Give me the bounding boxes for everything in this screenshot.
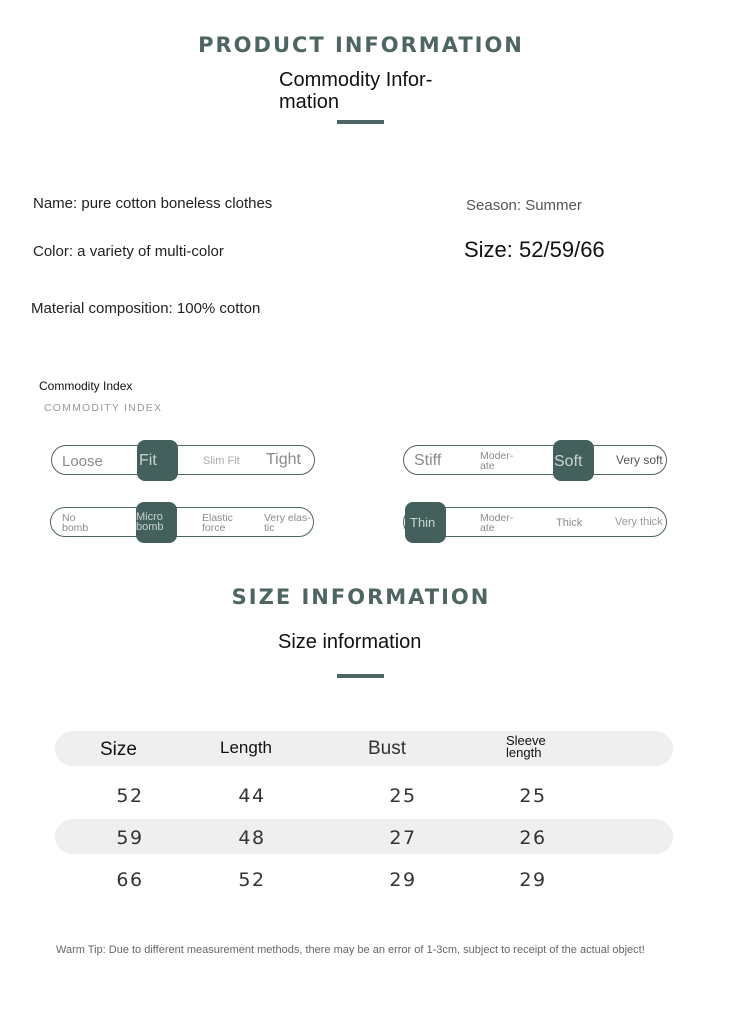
row3-sleeve: 29 [519, 869, 547, 891]
product-name: Name: pure cotton boneless clothes [33, 195, 273, 212]
elasticity-very-line-1: Very elas- [264, 512, 311, 524]
row3-size: 66 [116, 869, 144, 891]
softness-moderate-line-2: ate [480, 460, 495, 472]
row1-bust: 25 [389, 785, 417, 807]
fit-option-tight: Tight [266, 451, 301, 468]
fit-selected-knob: Fit [137, 440, 178, 481]
product-material: Material composition: 100% cotton [31, 300, 261, 317]
heading-divider [337, 120, 384, 124]
header-bust: Bust [368, 738, 407, 759]
size-table-header [55, 731, 673, 766]
header-sleeve-length [506, 735, 546, 759]
elasticity-no-line-2: bomb [62, 522, 89, 534]
size-info-subheading: Size information [278, 631, 422, 653]
row2-size: 59 [116, 827, 144, 849]
product-size: Size: 52/59/66 [464, 237, 605, 262]
header-length: Length [220, 738, 272, 757]
elasticity-option-no-bomb [62, 513, 88, 533]
commodity-index-subtitle: COMMODITY INDEX [44, 402, 163, 414]
softness-option-very-soft: Very soft [616, 453, 663, 467]
thickness-option-thick: Thick [556, 517, 583, 529]
elasticity-micro-line-2: bomb [136, 521, 164, 533]
thickness-option-very-thick: Very thick [615, 516, 663, 528]
product-info-heading: PRODUCT INFORMATION [198, 33, 524, 57]
elasticity-elastic-line-1: Elastic [202, 512, 233, 524]
subheading-line-1: Commodity Infor- [279, 69, 433, 91]
thickness-selected-knob: Thin [405, 502, 446, 543]
header-size: Size [100, 739, 137, 760]
fit-scale [51, 445, 315, 475]
row1-size: 52 [116, 785, 144, 807]
elasticity-option-very-elastic [264, 513, 311, 533]
row2-sleeve: 26 [519, 827, 547, 849]
header-sleeve-line-1: Sleeve [506, 733, 546, 748]
row3-length: 52 [238, 869, 266, 891]
header-sleeve-line-2: length [506, 745, 542, 760]
elasticity-scale [50, 507, 314, 537]
elasticity-micro-line-1: Micro [136, 511, 163, 523]
row2-length: 48 [238, 827, 266, 849]
warm-tip: Warm Tip: Due to different measurement methods, there may be an error of 1-3cm, subject to receipt of the actual object! [56, 944, 645, 956]
fit-option-loose: Loose [62, 453, 103, 470]
softness-option-moderate [480, 451, 513, 471]
elasticity-very-line-2: tic [264, 522, 275, 534]
commodity-index-title: Commodity Index [39, 379, 133, 393]
product-season: Season: Summer [466, 197, 582, 214]
product-color: Color: a variety of multi-color [33, 243, 224, 260]
row1-length: 44 [238, 785, 266, 807]
row3-bust: 29 [389, 869, 417, 891]
softness-moderate-line-1: Moder- [480, 450, 514, 462]
softness-option-stiff: Stiff [414, 452, 442, 469]
thickness-option-moderate [480, 513, 513, 533]
size-info-heading: SIZE INFORMATION [231, 585, 491, 609]
subheading-line-2: mation [279, 91, 340, 113]
softness-scale [403, 445, 667, 475]
row1-sleeve: 25 [519, 785, 547, 807]
fit-option-slim-fit: Slim Fit [203, 455, 240, 467]
softness-selected-knob: Soft [553, 440, 594, 481]
size-heading-divider [337, 674, 384, 678]
thickness-moderate-line-1: Moder- [480, 512, 514, 524]
elasticity-option-elastic-force [202, 513, 233, 533]
elasticity-no-line-1: No [62, 512, 76, 524]
row2-bust: 27 [389, 827, 417, 849]
thickness-moderate-line-2: ate [480, 522, 495, 534]
elasticity-elastic-line-2: force [202, 522, 226, 534]
elasticity-selected-knob [136, 502, 177, 543]
commodity-info-subheading [279, 69, 432, 113]
